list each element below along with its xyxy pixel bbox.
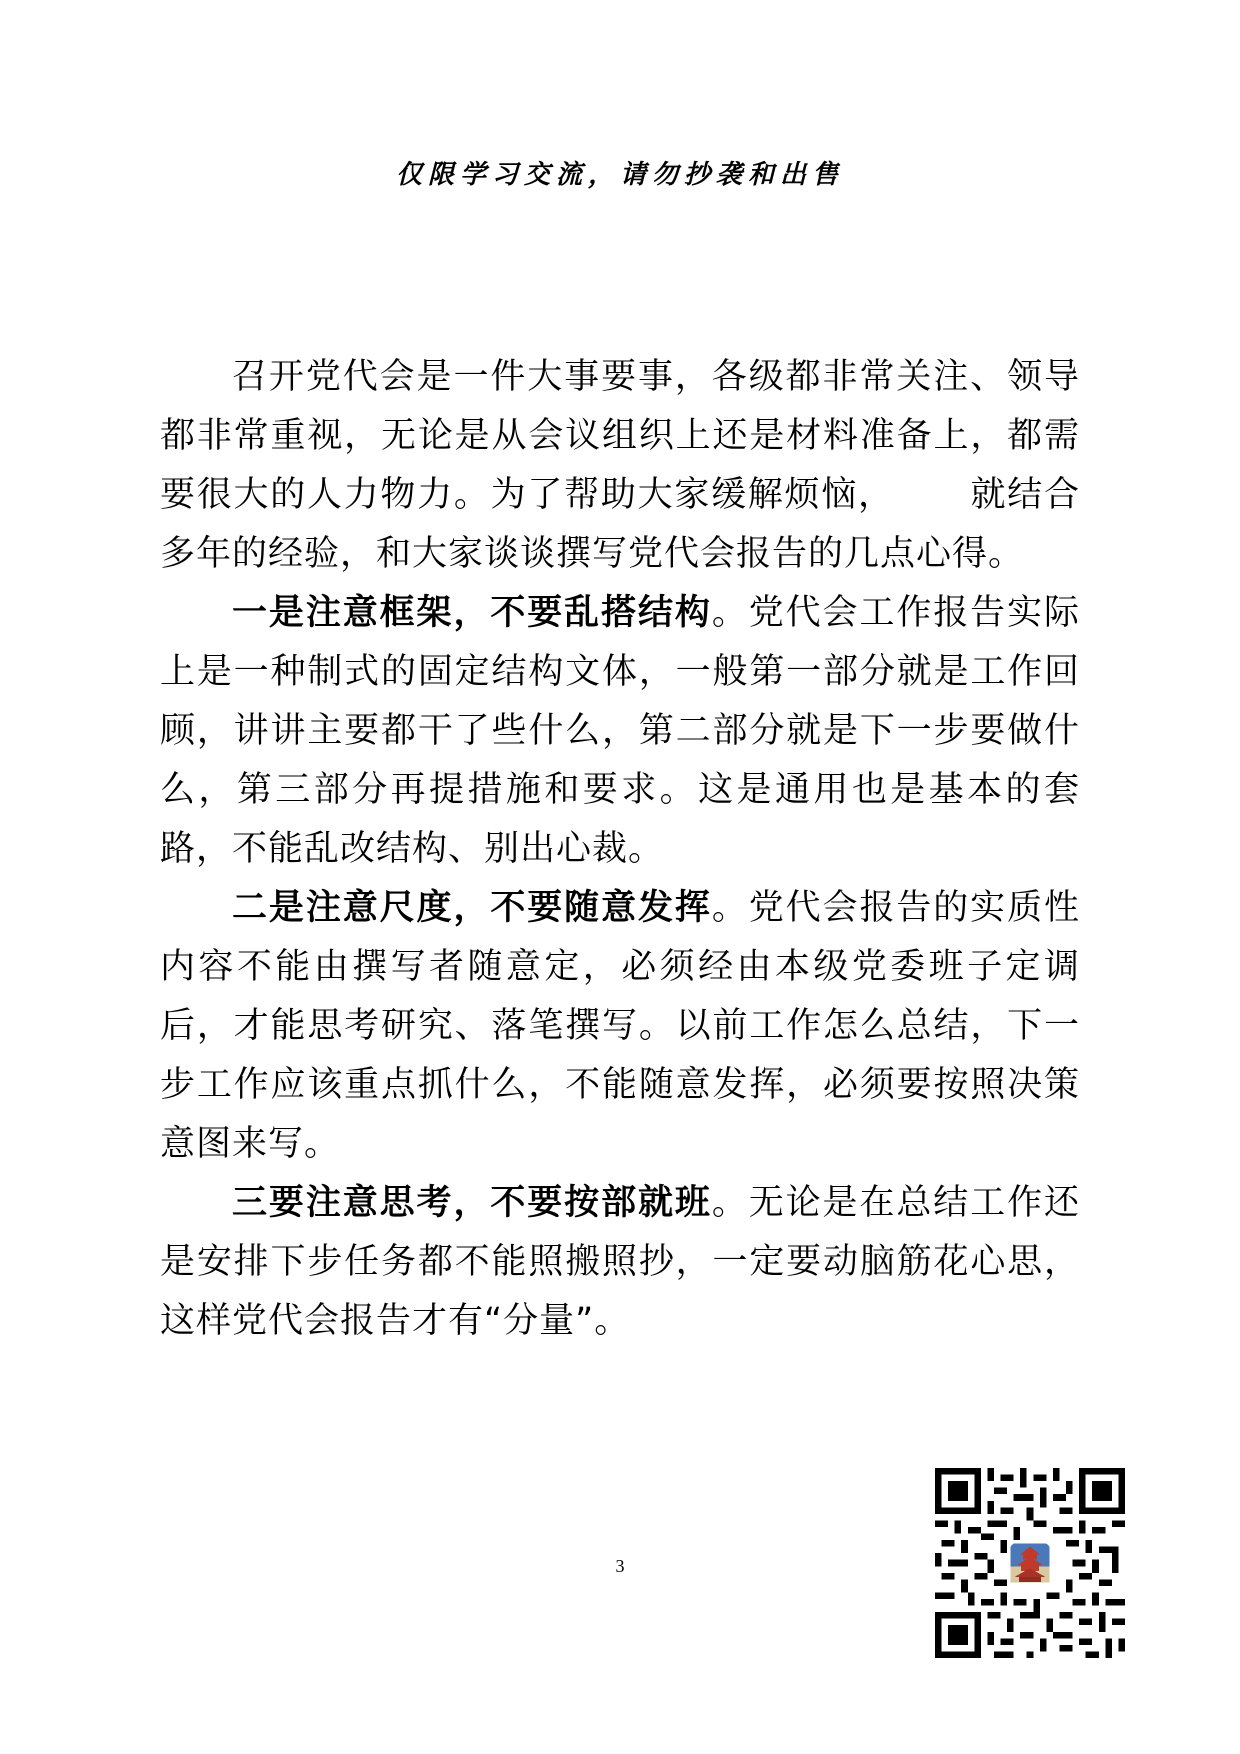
intro-paragraph bbox=[160, 348, 1080, 584]
page-number: 3 bbox=[615, 1556, 625, 1576]
header-notice: 仅限学习交流，请勿抄袭和出售 bbox=[395, 160, 844, 190]
point2-paragraph bbox=[160, 879, 1080, 1174]
point1-lead: 一是注意框架，不要乱搭结构 bbox=[232, 593, 712, 633]
point1-text: 。党代会工作报告实际上是一种制式的固定结构文体，一般第一部分就是工作回顾，讲讲主要都干了些什么，第二部分就是下一步要做什么，第三部分再提措施和要求。这是通用也是基本的套路，不能乱改结构、别出心裁。 bbox=[160, 593, 1080, 869]
point1-paragraph bbox=[160, 584, 1080, 879]
point3-paragraph bbox=[160, 1174, 1080, 1351]
point3-text: 。无论是在总结工作还是安排下步任务都不能照搬照抄，一定要动脑筋花心思，这样党代会报告才有“分量”。 bbox=[160, 1183, 1080, 1341]
point2-text: 。党代会报告的实质性内容不能由撰写者随意定，必须经由本级党委班子定调后，才能思考研究、落笔撰写。以前工作怎么总结，下一步工作应该重点抓什么，不能随意发挥，必须要按照决策意图来写。 bbox=[160, 888, 1080, 1164]
qr-code-icon bbox=[935, 1468, 1125, 1658]
intro-text-part2: 就结合多年的经验，和大家谈谈撰写党代会报告的几点心得。 bbox=[160, 475, 1080, 574]
point2-lead: 二是注意尺度，不要随意发挥 bbox=[232, 888, 712, 928]
body-text bbox=[160, 348, 1080, 1351]
intro-text-part1: 召开党代会是一件大事要事，各级都非常关注、领导都非常重视，无论是从会议组织上还是材料准备上，都需要很大的人力物力。为了帮助大家缓解烦恼， bbox=[160, 357, 1080, 515]
point3-lead: 三要注意思考，不要按部就班 bbox=[232, 1183, 712, 1223]
